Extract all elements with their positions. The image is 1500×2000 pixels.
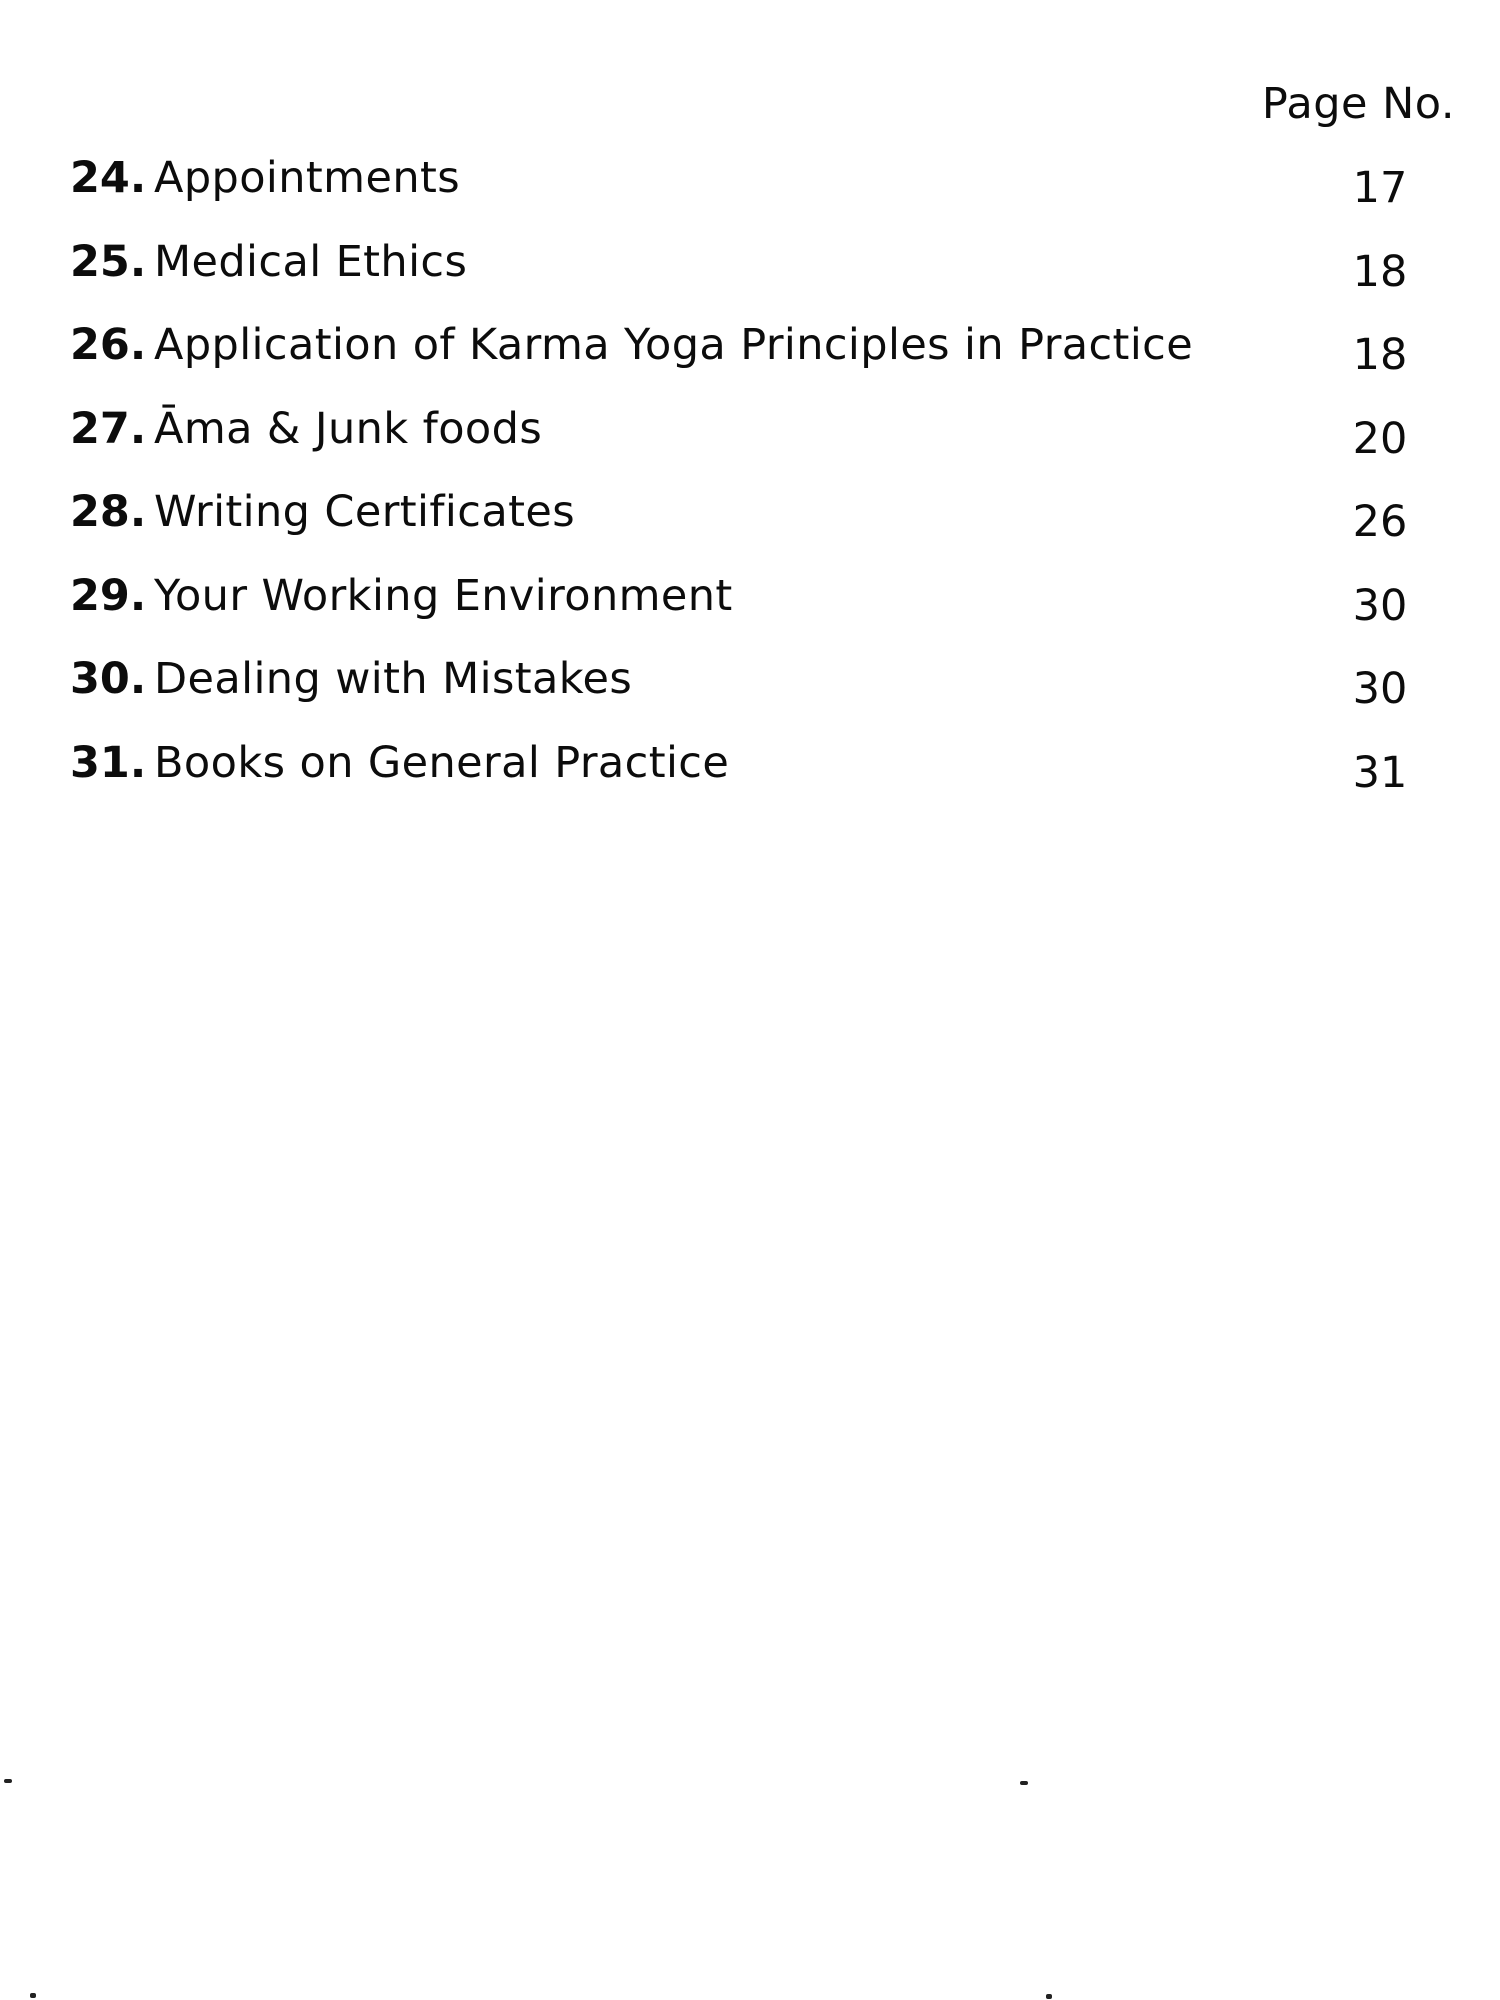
- toc-entry-page: 30: [1352, 664, 1408, 714]
- page-number-column-header: Page No.: [1261, 79, 1455, 129]
- toc-entry: [70, 486, 1415, 570]
- toc-entry-page: 31: [1352, 747, 1408, 798]
- toc-entry: [70, 570, 1415, 654]
- toc-entry-page: 20: [1352, 413, 1408, 464]
- toc-entry: [70, 653, 1415, 737]
- toc-entry: [70, 319, 1415, 403]
- scan-speck: [30, 1993, 36, 1998]
- toc-entry-title: Writing Certificates: [154, 487, 575, 537]
- toc-entry-number: 31.: [70, 737, 147, 788]
- scan-speck: [1020, 1781, 1028, 1785]
- toc-entry-page: 30: [1352, 580, 1408, 631]
- toc-entry-title: Appointments: [154, 153, 461, 203]
- toc-entry: [70, 737, 1415, 821]
- toc-entry-number: 30.: [70, 654, 147, 704]
- toc-entry-number: 26.: [70, 320, 147, 370]
- toc-entry-title: Āma & Junk foods: [154, 403, 543, 454]
- toc-entry: [70, 403, 1415, 487]
- toc-entry-page: 26: [1352, 497, 1408, 547]
- toc-entry-title: Your Working Environment: [154, 570, 733, 621]
- toc-entry: [70, 236, 1415, 320]
- scan-speck: [4, 1779, 12, 1783]
- toc-entry-title: Books on General Practice: [154, 737, 730, 788]
- toc-entry-number: 24.: [70, 153, 147, 203]
- toc-entry-title: Application of Karma Yoga Principles in Practice: [154, 320, 1194, 370]
- toc-entry-title: Medical Ethics: [154, 236, 468, 287]
- toc-entry-number: 27.: [70, 403, 147, 454]
- toc-entry-number: 29.: [70, 570, 147, 621]
- scan-speck: [1046, 1994, 1052, 1999]
- toc-entry-title: Dealing with Mistakes: [154, 654, 633, 704]
- toc-entry: [70, 152, 1415, 236]
- toc-entry-page: 18: [1352, 246, 1408, 297]
- toc-entry-page: 17: [1352, 163, 1408, 213]
- toc-entry-number: 25.: [70, 236, 147, 287]
- toc-entry-number: 28.: [70, 487, 147, 537]
- toc-entry-page: 18: [1352, 330, 1408, 380]
- table-of-contents: [70, 152, 1415, 820]
